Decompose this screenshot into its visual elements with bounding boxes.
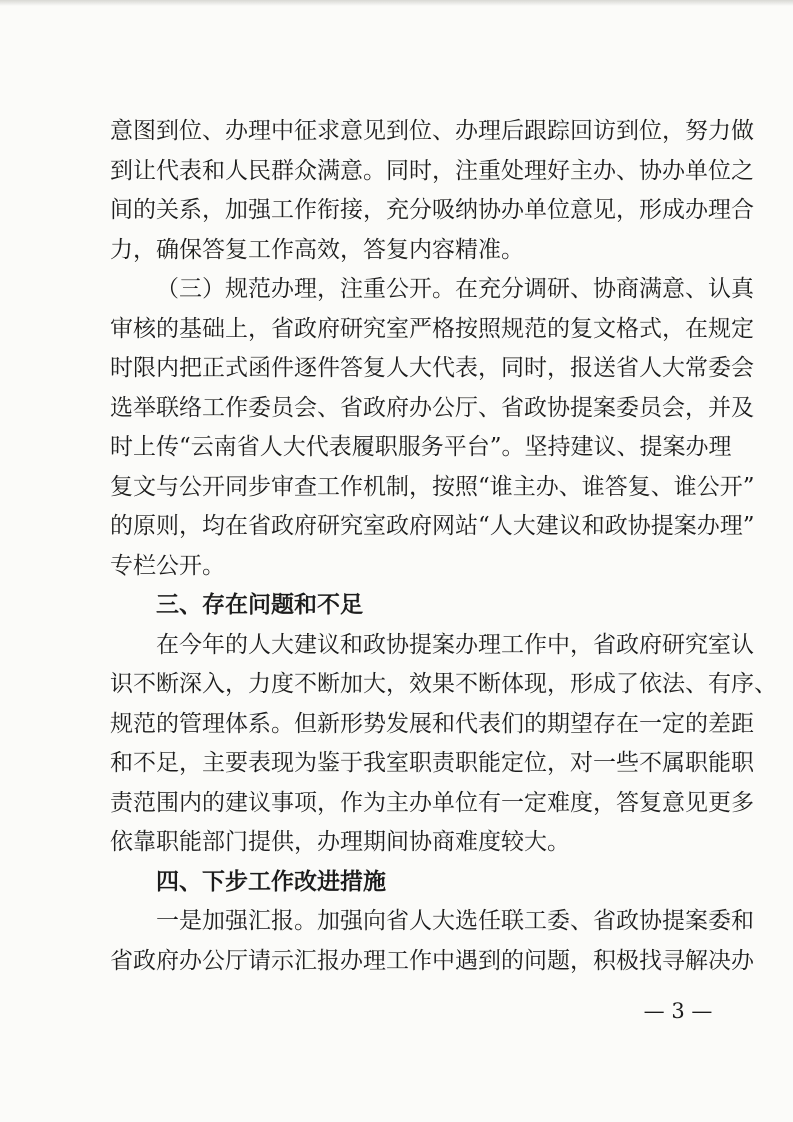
subsection-heading: （三）规范办理，注重公开。 xyxy=(156,276,455,302)
body-line: 意图到位、办理中征求意见到位、办理后跟踪回访到位，努力做 xyxy=(110,118,754,144)
section-heading: 三、存在问题和不足 xyxy=(156,592,363,618)
body-line: 规范的管理体系。但新形势发展和代表们的期望存在一定的差距 xyxy=(110,710,754,737)
body-line: 责范围内的建议事项，作为主办单位有一定难度，答复意见更多 xyxy=(110,789,754,816)
body-line: 时限内把正式函件逐件答复人大代表，同时，报送省人大常委会 xyxy=(110,355,754,381)
body-line: 复文与公开同步审查工作机制，按照“谁主办、谁答复、谁公开” xyxy=(110,473,755,500)
body-line: 和不足，主要表现为鉴于我室职责职能定位，对一些不属职能职 xyxy=(110,750,754,776)
body-line: 力，确保答复工作高效，答复内容精准。 xyxy=(110,236,524,263)
body-line: 到让代表和人民群众满意。同时，注重处理好主办、协办单位之 xyxy=(110,157,754,184)
body-line: 在今年的人大建议和政协提案办理工作中，省政府研究室认 xyxy=(156,631,754,658)
scan-top-edge xyxy=(0,0,793,6)
subsection-heading: 一是加强汇报。 xyxy=(156,908,317,934)
body-text: 在充分调研、协商满意、认真 xyxy=(455,276,754,302)
body-line: 识不断深入，力度不断加大，效果不断体现，形成了依法、有序、 xyxy=(110,671,777,697)
document-body xyxy=(110,112,777,981)
body-line: 省政府办公厅请示汇报办理工作中遇到的问题，积极找寻解决办 xyxy=(110,947,754,974)
page-number: — 3 — xyxy=(643,999,713,1023)
body-line: 的原则，均在省政府研究室政府网站“人大建议和政协提案办理” xyxy=(110,513,755,539)
body-line: 时上传“云南省人大代表履职服务平台”。坚持建议、提案办理 xyxy=(110,434,732,460)
body-line: 专栏公开。 xyxy=(110,552,225,579)
section-heading: 四、下步工作改进措施 xyxy=(156,868,386,895)
subsection-paragraph-start xyxy=(110,902,754,942)
body-line: 选举联络工作委员会、省政府办公厅、省政协提案委员会，并及 xyxy=(110,394,754,421)
body-line: 间的关系，加强工作衔接，充分吸纳协办单位意见，形成办理合 xyxy=(110,197,754,223)
body-line: 审核的基础上，省政府研究室严格按照规范的复文格式，在规定 xyxy=(110,315,754,342)
body-text: 加强向省人大选任联工委、省政协提案委和 xyxy=(317,908,754,934)
body-line: 依靠职能部门提供，办理期间协商难度较大。 xyxy=(110,829,570,855)
subsection-paragraph-start xyxy=(110,270,754,310)
